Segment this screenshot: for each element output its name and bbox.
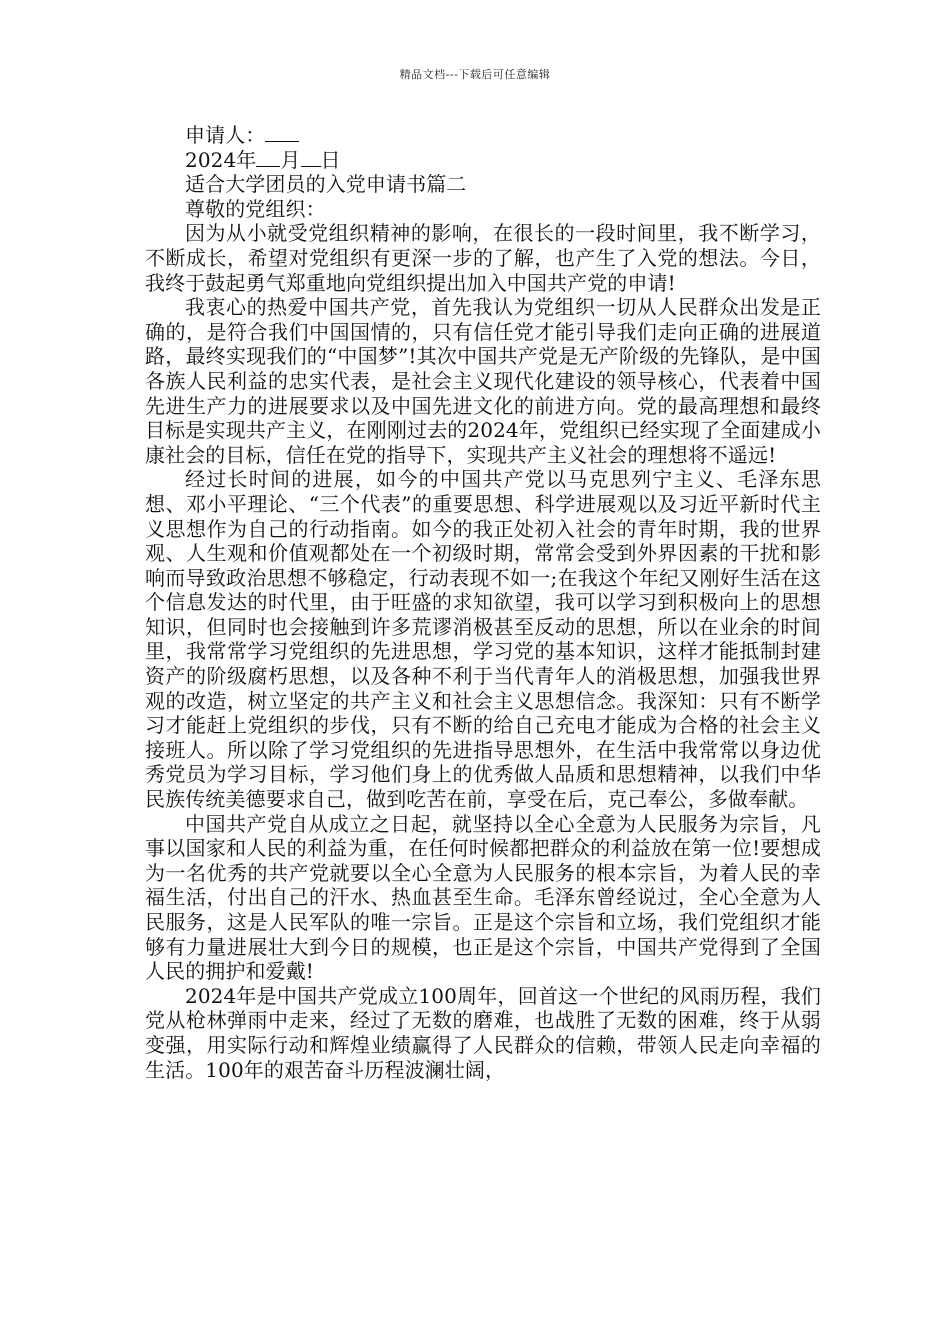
paragraph-5: 2024年是中国共产党成立100周年，回首这一个世纪的风雨历程，我们党从枪林弹雨中走来，经过了无数的磨难，也战胜了无数的困难，终于从弱变强，用实际行动和辉煌业绩赢得了人民群众的信赖，带领人民走向幸福的生活。100年的艰苦奋斗历程波澜壮阔，: [145, 983, 821, 1082]
applicant-line: [145, 123, 821, 148]
section-title: 适合大学团员的入党申请书篇二: [185, 172, 467, 197]
paragraph-4: 中国共产党自从成立之日起，就坚持以全心全意为人民服务为宗旨，凡事以国家和人民的利益为重，在任何时候都把群众的利益放在第一位!要想成为一名优秀的共产党就要以全心全意为人民服务的根本宗旨，为着人民的幸福生活，付出自己的汗水、热血甚至生命。毛泽东曾经说过，全心全意为人民服务，这是人民军队的唯一宗旨。正是这个宗旨和立场，我们党组织才能够有力量进展壮大到今日的规模，也正是这个宗旨，中国共产党得到了全国人民的拥护和爱戴!: [145, 811, 821, 984]
date-year: 2024年: [185, 147, 257, 172]
date-day: 日: [320, 147, 341, 172]
date-month: 月: [280, 147, 301, 172]
document-body: [145, 123, 821, 1082]
month-blank[interactable]: [256, 166, 280, 167]
date-line: [145, 148, 821, 173]
paragraph-2: 我衷心的热爱中国共产党，首先我认为党组织一切从人民群众出发是正确的，是符合我们中国国情的，只有信任党才能引导我们走向正确的进展道路，最终实现我们的“中国梦”!其次中国共产党是无产阶级的先锋队，是中国各族人民利益的忠实代表，是社会主义现代化建设的领导核心，代表着中国先进生产力的进展要求以及中国先进文化的前进方向。党的最高理想和最终目标是实现共产主义，在刚刚过去的2024年，党组织已经实现了全面建成小康社会的目标，信任在党的指导下，实现共产主义社会的理想将不遥远!: [145, 295, 821, 467]
salutation: 尊敬的党组织：: [185, 196, 326, 221]
applicant-blank[interactable]: [265, 141, 299, 142]
paragraph-1: 因为从小就受党组织精神的影响，在很长的一段时间里，我不断学习，不断成长，希望对党组织有更深一步的了解，也产生了入党的想法。今日，我终于鼓起勇气郑重地向党组织提出加入中国共产党的申请!: [145, 221, 821, 295]
paragraph-3: 经过长时间的进展，如今的中国共产党以马克思列宁主义、毛泽东思想、邓小平理论、“三个代表”的重要思想、科学进展观以及习近平新时代主义思想作为自己的行动指南。如今的我正处初入社会的青年时期，我的世界观、人生观和价值观都处在一个初级时期，常常会受到外界因素的干扰和影响而导致政治思想不够稳定，行动表现不如一;在我这个年纪又刚好生活在这个信息发达的时代里，由于旺盛的求知欲望，我可以学习到积极向上的思想知识，但同时也会接触到许多荒谬消极甚至反动的思想，所以在业余的时间里，我常常学习党组织的先进思想，学习党的基本知识，这样才能抵制封建资产的阶级腐朽思想，以及各种不利于当代青年人的消极思想，加强我世界观的改造，树立坚定的共产主义和社会主义思想信念。我深知：只有不断学习才能赶上党组织的步伐，只有不断的给自己充电才能成为合格的社会主义接班人。所以除了学习党组织的先进指导思想外，在生活中我常常以身边优秀党员为学习目标，学习他们身上的优秀做人品质和思想精神，以我们中华民族传统美德要求自己，做到吃苦在前，享受在后，克己奉公，多做奉献。: [145, 467, 821, 812]
applicant-label: 申请人：: [185, 123, 266, 147]
page-header: 精品文档---下载后可任意编辑: [399, 68, 551, 81]
day-blank[interactable]: [301, 166, 321, 167]
